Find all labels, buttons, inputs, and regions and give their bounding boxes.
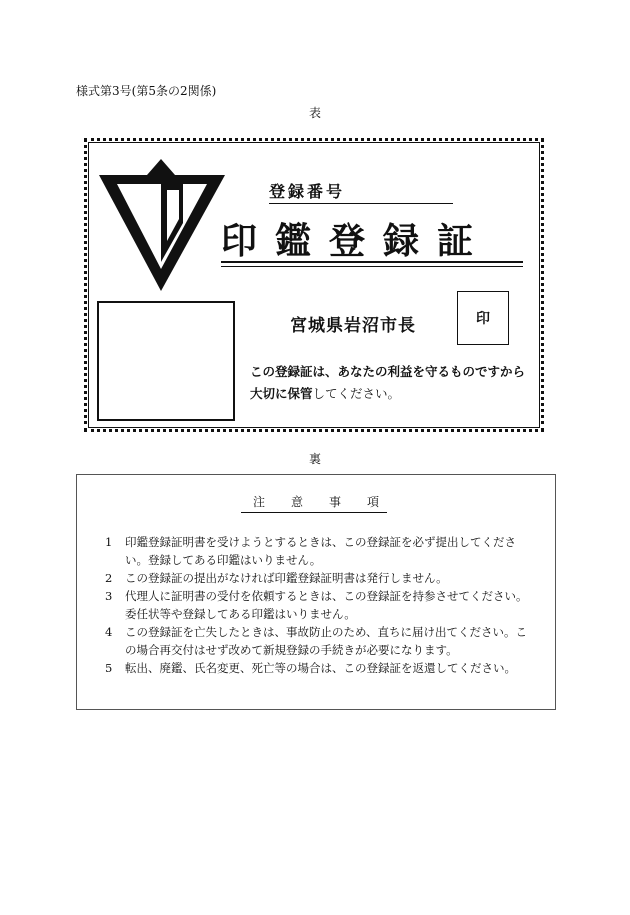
seal-label: 印 [476,311,490,327]
front-side-label: 表 [308,106,321,120]
title-rule [221,261,523,263]
notice-rest: してください。 [312,386,401,401]
note-text: 代理人に証明書の受付を依頼するときは、この登録証を持参させてください。委任状等や登録してある印鑑はいりません。 [125,589,528,621]
list-item [105,659,535,677]
city-emblem-icon [97,157,229,295]
list-item [105,569,535,587]
notice-emphasis: 大切に保管 [250,386,313,401]
registration-number-label: 登録番号 [269,182,346,201]
note-number: 5 [105,661,113,675]
note-number: 3 [105,589,113,603]
notes-title-underline [241,512,387,513]
note-number: 2 [105,571,113,585]
note-text: この登録証の提出がなければ印鑑登録証明書は発行しません。 [125,571,448,585]
certificate-title: 印鑑登録証 [221,221,492,262]
note-number: 4 [105,625,113,639]
note-text: 印鑑登録証明書を受けようとするときは、この登録証を必ず提出してください。登録してある印鑑はいりません。 [125,535,516,567]
issuer-name: 宮城県岩沼市長 [290,316,416,336]
card-notice [250,361,540,405]
title-rule [221,266,523,267]
notes-title: 注意事項 [252,495,405,509]
note-text: 転出、廃鑑、氏名変更、死亡等の場合は、この登録証を返還してください。 [125,661,516,675]
photo-box [97,301,235,421]
list-item [105,587,535,623]
seal-registration-card-back [76,474,556,710]
back-side-label: 裏 [308,452,321,466]
list-item [105,623,535,659]
registration-number-line [269,203,453,204]
seal-registration-card-front [84,138,544,432]
note-number: 1 [105,535,113,549]
notice-line [250,383,540,405]
notice-line: この登録証は、あなたの利益を守るものですから [250,364,526,379]
seal-box [457,291,509,345]
notes-list [105,533,535,677]
form-number-label: 様式第3号(第5条の2関係) [76,84,217,98]
note-text: この登録証を亡失したときは、事故防止のため、直ちに届け出てください。この場合再交付はせず改めて新規登録の手続きが必要になります。 [125,625,528,657]
list-item [105,533,535,569]
